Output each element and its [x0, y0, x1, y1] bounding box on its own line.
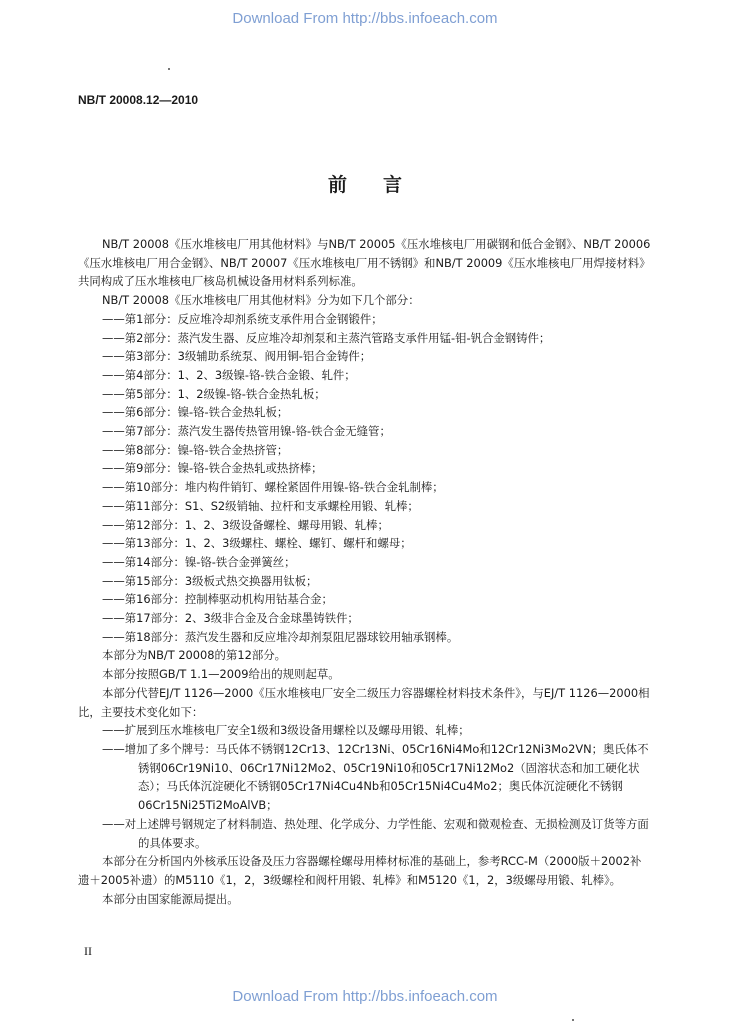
changes-list: [78, 721, 652, 852]
part-item: ——第13部分：1、2、3级螺柱、螺栓、螺钉、螺杆和螺母；: [102, 536, 412, 551]
parts-list: [78, 310, 652, 647]
scan-speck: [572, 1019, 574, 1021]
part-item: ——第16部分：控制棒驱动机构用钴基合金；: [102, 592, 333, 607]
change-item: ——对上述牌号钢规定了材料制造、热处理、化学成分、力学性能、宏观和微观检查、无损检测及订货等方面的具体要求。: [102, 816, 649, 850]
intro-paragraph: NB/T 20008《压水堆核电厂用其他材料》与NB/T 20005《压水堆核电厂用碳钢和低合金钢》、NB/T 20006《压水堆核电厂用合金钢》、NB/T 20007《压水堆核电厂用不锈钢》和NB/T 20009《压水堆核电厂用焊接材料》共同构成了压水堆核电厂核岛机械设备用材料系列标准。: [78, 237, 651, 289]
standard-number: NB/T 20008.12—2010: [78, 93, 199, 107]
page-number: II: [84, 944, 92, 958]
scan-speck: [168, 68, 170, 70]
part-item: ——第17部分：2、3级非合金及合金球墨铸铁件；: [102, 611, 359, 626]
closing-paragraph: 本部分由国家能源局提出。: [102, 891, 239, 906]
closing-paragraph: 本部分在分析国内外核承压设备及压力容器螺栓螺母用棒材标准的基础上，参考RCC-M（2000版＋2002补遗＋2005补遗）的M5110《1，2，3级螺栓和阀杆用锻、轧棒》和M5120《1，2，3级螺母用锻、轧棒》。: [78, 854, 642, 887]
watermark-top: Download From http://bbs.infoeach.com: [232, 10, 498, 27]
part-item: ——第3部分：3级辅助系统泵、阀用铜-铝合金铸件；: [102, 349, 372, 364]
document-body: [78, 235, 652, 908]
part-item: ——第2部分：蒸汽发生器、反应堆冷却剂泵和主蒸汽管路支承件用锰-钼-钒合金钢铸件；: [102, 330, 551, 345]
part-item: ——第5部分：1、2级镍-铬-铁合金热轧板；: [102, 386, 326, 401]
statement-paragraph: 本部分代替EJ/T 1126—2000《压水堆核电厂安全二级压力容器螺栓材料技术条件》，与EJ/T 1126—2000相比，主要技术变化如下：: [78, 685, 650, 719]
part-item: ——第1部分：反应堆冷却剂系统支承件用合金钢锻件；: [102, 311, 383, 326]
part-item: ——第6部分：镍-铬-铁合金热轧板；: [102, 405, 289, 420]
change-item: ——扩展到压水堆核电厂安全1级和3级设备用螺栓以及螺母用锻、轧棒；: [102, 723, 470, 738]
statement-paragraph: 本部分为NB/T 20008的第12部分。: [102, 648, 286, 663]
part-item: ——第9部分：镍-铬-铁合金热轧或热挤棒；: [102, 461, 323, 476]
watermark-bottom: Download From http://bbs.infoeach.com: [232, 988, 498, 1005]
part-item: ——第11部分：S1、S2级销轴、拉杆和支承螺栓用锻、轧棒；: [102, 498, 419, 513]
part-item: ——第15部分：3级板式热交换器用钛板；: [102, 573, 318, 588]
part-item: ——第4部分：1、2、3级镍-铬-铁合金锻、轧件；: [102, 367, 356, 382]
part-item: ——第10部分：堆内构件销钉、螺栓紧固件用镍-铬-铁合金轧制棒；: [102, 480, 444, 495]
part-item: ——第7部分：蒸汽发生器传热管用镍-铬-铁合金无缝管；: [102, 424, 391, 439]
part-item: ——第12部分：1、2、3级设备螺栓、螺母用锻、轧棒；: [102, 517, 389, 532]
intro-paragraph: NB/T 20008《压水堆核电厂用其他材料》分为如下几个部分：: [102, 293, 420, 308]
part-item: ——第14部分：镍-铬-铁合金弹簧丝；: [102, 554, 296, 569]
statement-paragraph: 本部分按照GB/T 1.1—2009给出的规则起草。: [102, 667, 340, 682]
change-item: ——增加了多个牌号：马氏体不锈钢12Cr13、12Cr13Ni、05Cr16Ni4Mo和12Cr12Ni3Mo2VN；奥氏体不锈钢06Cr19Ni10、06Cr17Ni12Mo2、05Cr19Ni10和05Cr17Ni12Mo2（固溶状态和加工硬化状态）；马氏体沉淀硬化不锈钢05Cr17Ni4Cu4Nb和05Cr15Ni4Cu4Mo2；奥氏体沉淀硬化不锈钢06Cr15Ni25Ti2MoAlVB；: [102, 741, 649, 813]
part-item: ——第8部分：镍-铬-铁合金热挤管；: [102, 442, 289, 457]
part-item: ——第18部分：蒸汽发生器和反应堆冷却剂泵阻尼器球铰用轴承钢棒。: [102, 629, 459, 644]
page-title: 前言: [327, 174, 438, 196]
